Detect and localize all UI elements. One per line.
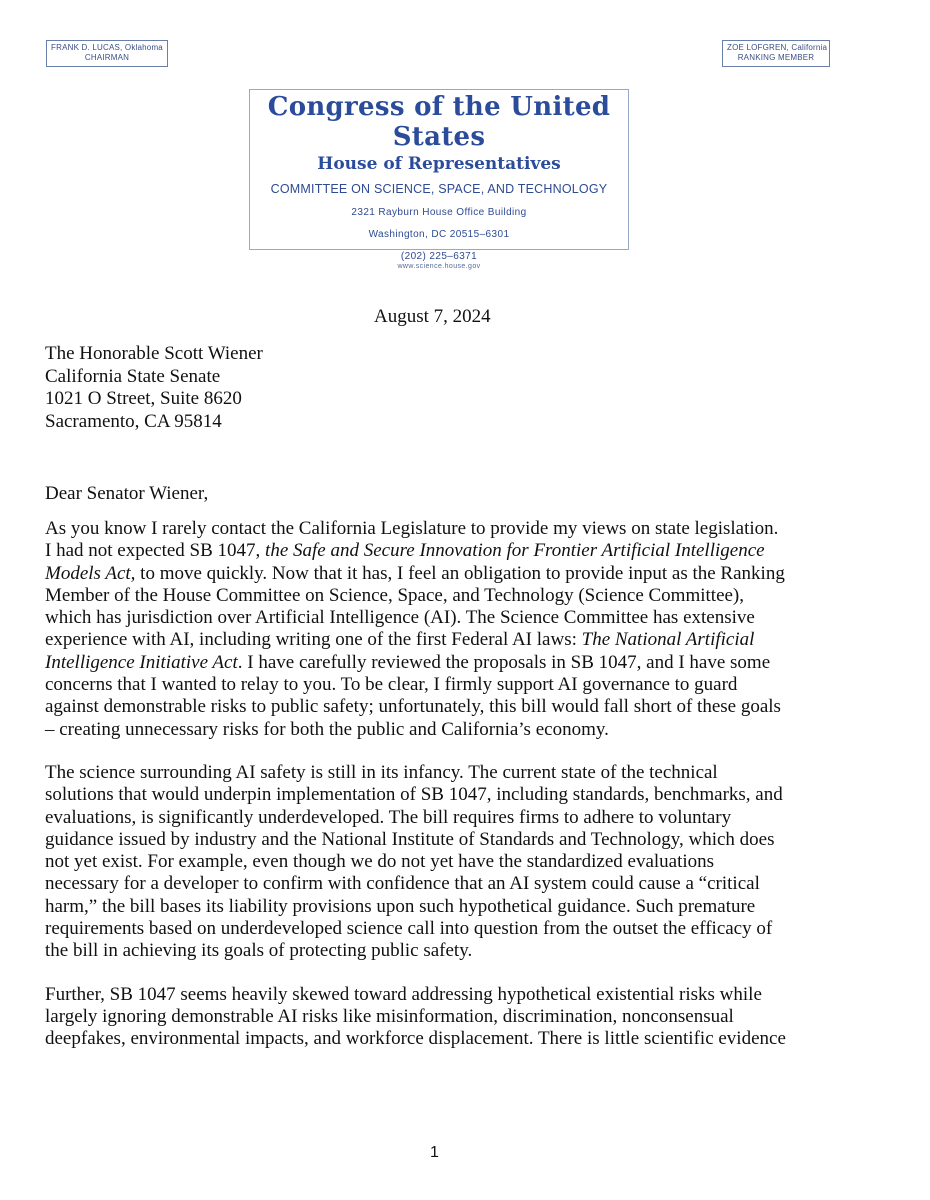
text-line: solutions that would underpin implementation of SB 1047, including standards, benchmarks, and (45, 784, 783, 806)
text-line: Further, SB 1047 seems heavily skewed toward addressing hypothetical existential risks while (45, 983, 762, 1005)
text-line: harm,” the bill bases its liability provisions upon such hypothetical guidance. Such premature (45, 895, 756, 917)
letterhead (249, 89, 629, 270)
salutation: Dear Senator Wiener, (45, 483, 209, 504)
bill-title: the Safe and Secure Innovation for Frontier Artificial Intelligence (265, 540, 765, 562)
text-line: against demonstrable risks to public safety; unfortunately, this bill would fall short of these goals (45, 696, 781, 718)
ranking-member-box (722, 40, 830, 67)
letterhead-house: House of Representatives (317, 154, 561, 174)
chairman-title: CHAIRMAN (84, 53, 130, 62)
recipient-line: 1021 O Street, Suite 8620 (45, 388, 242, 409)
page-number: 1 (430, 1144, 439, 1161)
bill-title: Models Act, (45, 562, 136, 584)
text-line: the bill in achieving its goals of protecting public safety. (45, 940, 473, 962)
chairman-name: FRANK D. LUCAS, Oklahoma (51, 43, 163, 52)
text-line: experience with AI, including writing one of the first Federal AI laws: The National Artificial (45, 629, 755, 651)
ranking-member-title: RANKING MEMBER (737, 53, 815, 62)
text-line: deepfakes, environmental impacts, and workforce displacement. There is little scientific evidence (45, 1028, 786, 1050)
letterhead-congress: Congress of the United States (267, 92, 611, 152)
text-line: concerns that I wanted to relay to you. To be clear, I firmly support AI governance to guard (45, 674, 738, 696)
paragraph-2 (45, 762, 905, 963)
recipient-line: The Honorable Scott Wiener (45, 343, 263, 364)
ranking-member-name: ZOE LOFGREN, California (727, 43, 828, 52)
text-line: which has jurisdiction over Artificial Intelligence (AI). The Science Committee has extensive (45, 607, 755, 629)
text-line: largely ignoring demonstrable AI risks like misinformation, discrimination, nonconsensual (45, 1005, 734, 1027)
paragraph-1 (45, 518, 905, 741)
text-line: As you know I rarely contact the California Legislature to provide my views on state legislation. (45, 518, 779, 539)
text-line: The science surrounding AI safety is still in its infancy. The current state of the technical (45, 761, 718, 783)
recipient-address (45, 343, 263, 433)
text-line: Intelligence Initiative Act. I have carefully reviewed the proposals in SB 1047, and I have some (45, 651, 771, 673)
chairman-box (46, 40, 168, 67)
letter-body (45, 518, 905, 1072)
text-line: not yet exist. For example, even though we do not yet have the standardized evaluations (45, 851, 715, 873)
text-line: necessary for a developer to confirm with confidence that an AI system could cause a “critical (45, 873, 760, 895)
text-line: Models Act, to move quickly. Now that it has, I feel an obligation to provide input as the Ranking (45, 562, 785, 584)
act-title: The National Artificial (581, 629, 755, 651)
text-line: requirements based on underdeveloped science call into question from the outset the efficacy of (45, 918, 773, 940)
letterhead-phone: (202) 225–6371 (400, 251, 478, 262)
letterhead-city: Washington, DC 20515–6301 (368, 229, 510, 240)
letterhead-committee: COMMITTEE ON SCIENCE, SPACE, AND TECHNOLOGY (270, 182, 608, 196)
text-line: – creating unnecessary risks for both the public and California’s economy. (45, 718, 609, 740)
recipient-line: Sacramento, CA 95814 (45, 410, 222, 432)
text-line: I had not expected SB 1047, the Safe and Secure Innovation for Frontier Artificial Intelligence (45, 540, 765, 562)
text-line: guidance issued by industry and the National Institute of Standards and Technology, which does (45, 828, 775, 850)
letterhead-address: 2321 Rayburn House Office Building (351, 207, 527, 218)
paragraph-3 (45, 984, 905, 1051)
act-title: Intelligence Initiative Act (45, 651, 238, 673)
text-line: Member of the House Committee on Science, Space, and Technology (Science Committee), (45, 584, 745, 606)
text-line: evaluations, is significantly underdeveloped. The bill requires firms to adhere to voluntary (45, 806, 732, 828)
letter-date: August 7, 2024 (374, 306, 491, 327)
letterhead-website: www.science.house.gov (397, 263, 481, 270)
recipient-line: California State Senate (45, 365, 221, 387)
